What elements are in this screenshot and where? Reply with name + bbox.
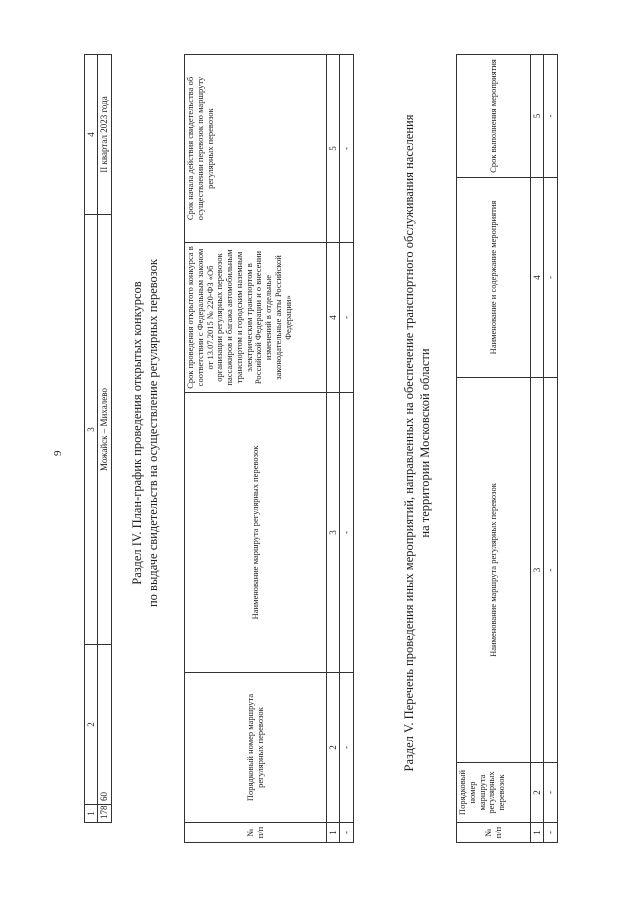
section4-title-line2: по выдаче свидетельств на осуществление регулярных перевозок xyxy=(145,259,160,608)
table-row xyxy=(85,55,98,823)
col-number: 2 xyxy=(85,645,98,805)
col-number: 4 xyxy=(327,243,340,393)
section5-table xyxy=(456,54,558,843)
table-row xyxy=(340,55,353,843)
col-number: 5 xyxy=(531,55,544,178)
cell: - xyxy=(544,823,557,843)
cell: - xyxy=(340,673,353,823)
route-number: 60 xyxy=(98,645,111,805)
header-cell: № п/п xyxy=(185,823,327,843)
page-number: 9 xyxy=(52,450,64,456)
header-cell: Срок начала действия свидетельства об осуществлении перевозок по маршруту регулярных перевозок xyxy=(185,55,327,243)
header-cell: Порядковый номер маршрута регулярных перевозок xyxy=(457,763,531,823)
header-cell: Срок проведения открытого конкурса в соответствии с Федеральным законом от 13.07.2015 № 220-ФЗ «Об организации регулярных перевозок пассажиров и багажа автомобильным транспортом и городским наземным электрическим транспортом в Российской Федерации и о внесении изменений в отдельные законодательные акты Российской Федерации» xyxy=(185,243,327,393)
col-number: 2 xyxy=(531,763,544,823)
section5-title-line1: Раздел V. Перечень проведения иных мероприятий, направленных на обеспечение транспортного обслуживания населения xyxy=(402,114,416,772)
header-cell: Наименование маршрута регулярных перевозок xyxy=(185,393,327,673)
section4-title xyxy=(130,193,161,673)
cell: - xyxy=(340,823,353,843)
header-cell: Порядковый номер маршрута регулярных перевозок xyxy=(185,673,327,823)
section5-title xyxy=(402,53,433,833)
cell: - xyxy=(340,393,353,673)
header-cell: № п/п xyxy=(457,823,531,843)
table-header-row xyxy=(185,55,327,843)
header-cell: Наименование маршрута регулярных перевозок xyxy=(457,378,531,763)
cell: - xyxy=(544,178,557,378)
col-number: 4 xyxy=(531,178,544,378)
cell: - xyxy=(340,55,353,243)
row-index: 178 xyxy=(98,805,111,823)
deadline: II квартал 2023 года xyxy=(98,55,111,215)
header-cell: Срок выполнения мероприятия xyxy=(457,55,531,178)
cell: - xyxy=(544,378,557,763)
col-number: 3 xyxy=(85,215,98,645)
table-row xyxy=(98,55,111,823)
section4-table xyxy=(184,54,354,843)
table-row xyxy=(531,55,544,843)
col-number: 2 xyxy=(327,673,340,823)
col-number: 5 xyxy=(327,55,340,243)
col-number: 4 xyxy=(85,55,98,215)
col-number: 1 xyxy=(531,823,544,843)
rotated-page-content xyxy=(64,13,556,893)
col-number: 1 xyxy=(85,805,98,823)
col-number: 3 xyxy=(531,378,544,763)
route-name: Можайск – Михалево xyxy=(98,215,111,645)
cell: - xyxy=(340,243,353,393)
header-cell: Наименование и содержание мероприятия xyxy=(457,178,531,378)
cell: - xyxy=(544,55,557,178)
section4-title-line1: Раздел IV. План-график проведения открытых конкурсов xyxy=(130,281,144,585)
table-row xyxy=(327,55,340,843)
continuation-table xyxy=(84,54,112,823)
cell: - xyxy=(544,763,557,823)
table-row xyxy=(544,55,557,843)
col-number: 3 xyxy=(327,393,340,673)
section5-title-line2: на территории Московской области xyxy=(417,348,432,538)
col-number: 1 xyxy=(327,823,340,843)
table-header-row xyxy=(457,55,531,843)
